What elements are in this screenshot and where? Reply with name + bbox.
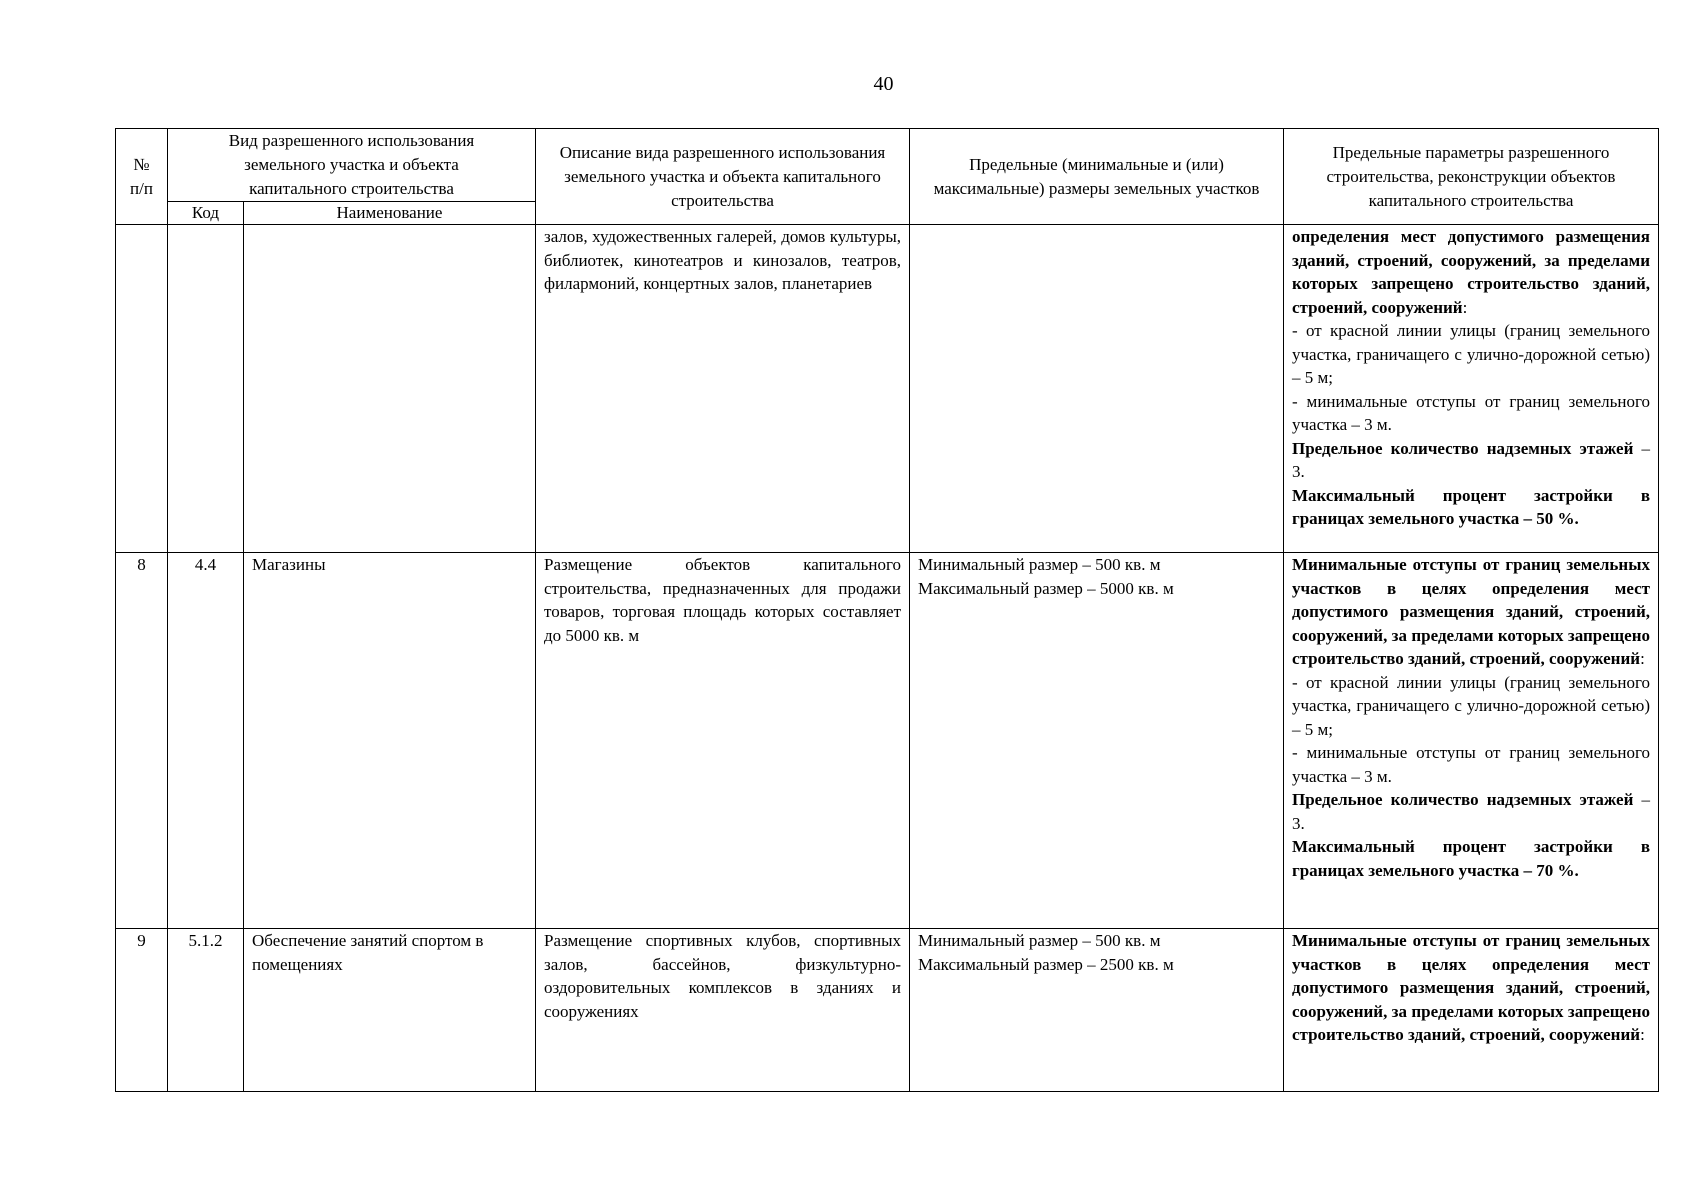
header-plot-sizes: Предельные (минимальные и (или) максимальные) размеры земельных участков [910,129,1284,225]
land-use-table [115,128,1659,1092]
row-plot-sizes [910,553,1284,929]
table-row [116,929,1659,1092]
header-num: № п/п [116,129,168,225]
setback-red-line: - от красной линии улицы (границ земельного участка, граничащего с улично-дорожной сетью) – 5 м; [1292,321,1650,387]
table-row [116,553,1659,929]
row-name: Магазины [244,553,536,929]
row-plot-sizes [910,225,1284,553]
row-description: Размещение спортивных клубов, спортивных залов, бассейнов, физкультурно-оздоровительных комплексов в зданиях и сооружениях [536,929,910,1092]
plot-size-max: Максимальный размер – 5000 кв. м [918,578,1174,598]
setback-borders: - минимальные отступы от границ земельного участка – 3 м. [1292,391,1650,434]
row-description: Размещение объектов капитального строительства, предназначенных для продажи товаров, торговая площадь которых составляет до 5000 кв. м [536,553,910,929]
table-header-row [116,129,1659,202]
row-num: 9 [116,929,168,1092]
row-num: 8 [116,553,168,929]
setback-tail: : [1640,1025,1645,1044]
row-code: 4.4 [168,553,244,929]
plot-size-max: Максимальный размер – 2500 кв. м [918,954,1174,974]
setback-borders: - минимальные отступы от границ земельного участка – 3 м. [1292,743,1650,786]
table-row [116,225,1659,553]
row-parameters [1284,929,1659,1092]
floors-value: – 3. [1292,438,1651,481]
setback-text: Минимальные отступы от границ земельных участков в целях определения мест допустимого размещения зданий, строений, сооружений, за пределами которых запрещено строительство зданий, строений, сооружений [1292,555,1650,668]
setback-red-line: - от красной линии улицы (границ земельного участка, граничащего с улично-дорожной сетью) – 5 м; [1292,672,1650,739]
header-parameters: Предельные параметры разрешенного строительства, реконструкции объектов капитального строительства [1284,129,1659,225]
floors-value: – 3. [1292,790,1651,833]
header-name: Наименование [244,202,536,225]
header-code: Код [168,202,244,225]
floors-label: Предельное количество надземных этажей [1292,438,1634,458]
setback-text: определения мест допустимого размещения зданий, строений, сооружений, за пределами которых запрещено строительство зданий, строений, сооружений [1292,227,1650,317]
setback-tail: : [1462,297,1468,317]
coverage-text: Максимальный процент застройки в границах земельного участка – 70 %. [1292,837,1650,880]
row-parameters [1284,553,1659,929]
page-number: 40 [873,73,894,95]
row-code: 5.1.2 [168,929,244,1092]
plot-size-min: Минимальный размер – 500 кв. м [918,555,1161,574]
row-description: залов, художественных галерей, домов культуры, библиотек, кинотеатров и кинозалов, театров, филармоний, концертных залов, планетариев [536,225,910,553]
row-code [168,225,244,553]
row-plot-sizes [910,929,1284,1092]
coverage-text: Максимальный процент застройки в границах земельного участка – 50 %. [1292,485,1650,528]
row-name [244,225,536,553]
setback-tail: : [1640,649,1645,668]
row-num [116,225,168,553]
floors-label: Предельное количество надземных этажей [1292,790,1634,809]
setback-text: Минимальные отступы от границ земельных участков в целях определения мест допустимого размещения зданий, строений, сооружений, за пределами которых запрещено строительство зданий, строений, сооружений [1292,931,1650,1044]
header-description: Описание вида разрешенного использования земельного участка и объекта капитального строительства [536,129,910,225]
plot-size-min: Минимальный размер – 500 кв. м [918,931,1161,950]
row-name: Обеспечение занятий спортом в помещениях [244,929,536,1092]
header-kind-group: Вид разрешенного использования земельного участка и объекта капитального строительства [168,129,536,202]
row-parameters [1284,225,1659,553]
